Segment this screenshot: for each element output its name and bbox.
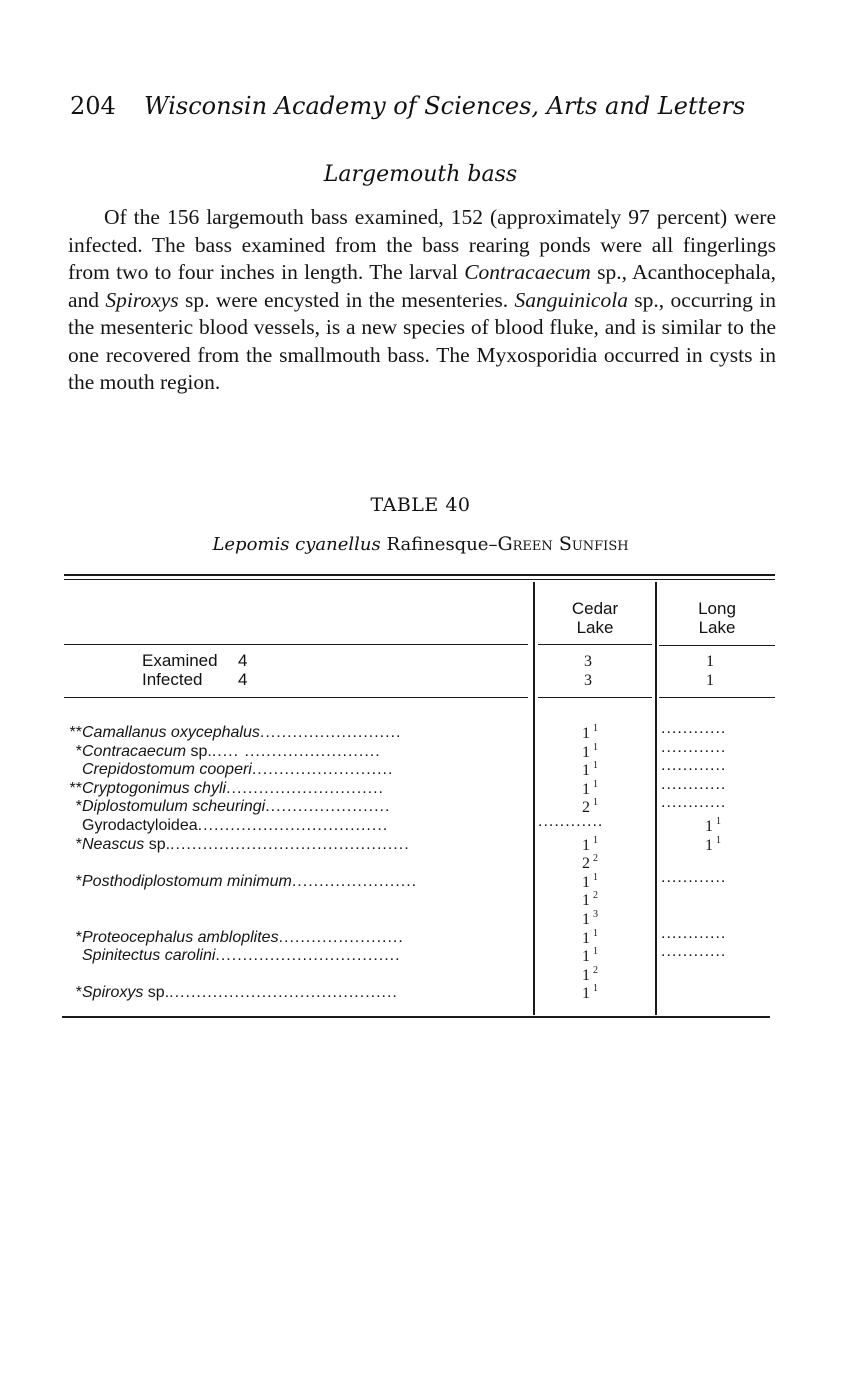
long-lake-value-count: 1 (705, 818, 713, 835)
table-caption: TABLE 40 (370, 494, 471, 516)
table-row (62, 929, 528, 948)
table-top-rule-1 (64, 574, 775, 576)
journal-title: Wisconsin Academy of Sciences, Arts and Letters (144, 92, 746, 120)
cedar-lake-value (582, 892, 598, 910)
species-name: Diplostomulum scheuringi (82, 798, 266, 816)
cedar-lake-value-footnote: 1 (593, 927, 598, 939)
cedar-lake-value (582, 762, 598, 780)
dot-leader: .......................... (259, 724, 402, 741)
column-divider-left (533, 582, 535, 1015)
table-row (62, 743, 528, 762)
table-row (62, 947, 528, 966)
cedar-lake-value-count: 1 (582, 725, 590, 742)
body-paragraph (68, 204, 776, 397)
infected-cedar: 3 (584, 672, 592, 689)
species-authority: Rafinesque (386, 534, 489, 555)
cedar-lake-value-footnote: 1 (593, 723, 598, 734)
long-lake-empty: ............ (661, 868, 727, 886)
examined-total: 4 (238, 651, 248, 670)
column-header-cedar-lake (536, 599, 654, 637)
infected-label (142, 670, 248, 690)
significance-mark: ** (69, 779, 82, 797)
paragraph-segment: sp., occurring in the mesenteric blood vessels, is a new species of blood fluke, and is similar to the one recovered from the smallmouth bass. The Myxosporidia occurred in cysts in the mouth region. (68, 287, 776, 394)
table-row (62, 780, 528, 799)
significance-mark: * (75, 872, 82, 890)
table-subcaption (0, 533, 841, 555)
column-header-cedar-line2: Lake (576, 618, 614, 637)
table-row (62, 817, 528, 836)
species-name: Contracaecum (82, 742, 187, 760)
long-lake-value-count: 1 (705, 836, 713, 854)
column-header-long-line2: Lake (698, 618, 736, 637)
cedar-lake-value-count: 1 (582, 836, 590, 854)
infected-long: 1 (706, 672, 714, 689)
table-row (62, 836, 528, 855)
table-row (62, 984, 528, 1003)
significance-mark: * (75, 835, 82, 853)
column-header-cedar-line1: Cedar (571, 599, 619, 618)
cedar-lake-value-count: 1 (582, 762, 590, 780)
table-top-rule-2 (64, 579, 775, 580)
significance-mark: ** (69, 724, 82, 741)
cedar-lake-value-footnote: 1 (593, 741, 598, 753)
dot-leader: ................................... (197, 817, 389, 834)
cedar-lake-value-footnote: 1 (593, 946, 598, 958)
species-name: Camallanus oxycephalus (82, 724, 260, 741)
infected-total: 4 (238, 670, 248, 689)
examined-cedar: 3 (584, 653, 592, 670)
cedar-lake-value-footnote: 1 (593, 871, 598, 883)
species-name: Spiroxys (82, 984, 144, 1002)
paragraph-segment: sp. were encysted in the mesenteries. (178, 287, 515, 312)
paragraph-segment: sp., Acanthocephala, and (68, 260, 776, 312)
long-lake-value-footnote: 1 (716, 834, 721, 846)
cedar-lake-value (582, 985, 598, 1003)
species-name: Posthodiplostomum minimum (82, 872, 292, 890)
cedar-lake-value-count: 1 (582, 966, 590, 984)
cedar-lake-value-count: 1 (582, 873, 590, 891)
column-header-long-lake (658, 599, 776, 637)
cedar-lake-value (582, 911, 598, 929)
dot-leader: ..... ......................... (211, 742, 381, 760)
long-lake-value-footnote: 1 (716, 816, 721, 827)
paragraph-segment: Spiroxys (105, 287, 179, 312)
species-name: Spinitectus carolini (82, 947, 216, 965)
long-lake-value (705, 818, 721, 836)
cedar-lake-value-footnote: 2 (593, 964, 598, 976)
cedar-lake-value-count: 1 (582, 948, 590, 966)
dot-leader: ....................... (278, 928, 404, 946)
species-name: Crepidostomum cooperi (82, 761, 252, 779)
dot-leader: ....................... (265, 798, 391, 816)
dot-leader: .......................... (251, 761, 394, 779)
examined-label (142, 651, 248, 671)
running-header (70, 92, 790, 120)
species-suffix: sp. (144, 835, 171, 853)
examined-text: Examined (142, 651, 218, 670)
long-lake-empty: ............ (661, 924, 727, 942)
species-latin-name: Lepomis cyanellus (212, 534, 381, 555)
header-rule-mid (538, 644, 652, 645)
paragraph-segment: Contracaecum (464, 260, 591, 284)
species-name: Cryptogonimus chyli (82, 779, 227, 797)
dot-leader: .................................. (215, 947, 401, 965)
cedar-lake-value-count: 1 (582, 985, 590, 1003)
table-row (62, 798, 528, 817)
summary-rule-mid (538, 697, 652, 698)
long-lake-value (705, 834, 721, 855)
dot-leader: .......................................... (169, 984, 398, 1002)
cedar-lake-value-count: 1 (582, 780, 590, 798)
page-number: 204 (70, 92, 116, 120)
cedar-lake-value (582, 855, 598, 873)
table-row (62, 873, 528, 892)
long-lake-empty: ............ (661, 720, 727, 737)
cedar-lake-value-count: 2 (582, 799, 590, 817)
cedar-lake-value-footnote: 1 (593, 760, 598, 772)
cedar-lake-value (582, 834, 598, 855)
summary-rule-right (659, 697, 775, 698)
cedar-lake-value-footnote: 1 (593, 778, 598, 790)
species-suffix: sp. (186, 742, 212, 760)
paragraph-segment: Sanguinicola (514, 287, 628, 312)
species-name: Proteocephalus ambloplites (82, 928, 279, 946)
cedar-lake-value-count: 1 (582, 911, 590, 928)
cedar-lake-empty: ............ (538, 813, 604, 830)
significance-mark: * (75, 742, 82, 760)
cedar-lake-value-count: 1 (582, 929, 590, 947)
table-row (62, 724, 528, 743)
dot-leader: ............................. (226, 779, 384, 797)
section-title: Largemouth bass (323, 162, 518, 187)
cedar-lake-value-count: 1 (582, 743, 590, 761)
cedar-lake-value-footnote: 1 (593, 834, 598, 846)
column-header-long-line1: Long (698, 599, 736, 618)
cedar-lake-value-count: 1 (582, 892, 590, 910)
summary-rule-left (64, 697, 528, 698)
column-divider-right (655, 582, 657, 1015)
table-bottom-rule (62, 1016, 770, 1018)
significance-mark: * (75, 928, 82, 946)
header-rule-right (659, 645, 775, 646)
cedar-lake-value (582, 927, 598, 948)
long-lake-empty: ............ (661, 738, 727, 756)
species-suffix: sp. (143, 984, 170, 1002)
cedar-lake-value-count: 2 (582, 855, 590, 873)
long-lake-empty: ............ (661, 943, 727, 961)
dot-leader: ....................... (291, 872, 418, 890)
dot-leader: ............................................ (170, 835, 410, 853)
cedar-lake-value (582, 725, 598, 743)
species-common-name: Green Sunfish (497, 533, 629, 555)
long-lake-empty: ............ (661, 775, 727, 793)
caption-dash: – (488, 534, 498, 555)
cedar-lake-value (582, 741, 598, 762)
significance-mark: * (75, 798, 82, 816)
significance-mark: * (75, 984, 82, 1002)
table-row (62, 761, 528, 780)
paragraph-segment: Of the 156 largemouth bass examined, 152 (approximately 97 percent) were infected. The bass examined from the bass rearing ponds were all fingerlings from two to four inches in length. The larval (68, 205, 776, 284)
cedar-lake-value-footnote: 1 (593, 797, 598, 809)
species-suffix: Gyrodactyloidea (82, 817, 198, 834)
long-lake-empty: ............ (661, 757, 727, 775)
paragraph-text (68, 204, 776, 397)
examined-long: 1 (706, 653, 714, 670)
infected-text: Infected (142, 670, 203, 689)
long-lake-empty: ............ (661, 794, 727, 812)
header-rule-left (64, 644, 528, 645)
cedar-lake-value-footnote: 2 (593, 853, 598, 865)
cedar-lake-value-footnote: 1 (593, 983, 598, 995)
cedar-lake-value (582, 948, 598, 966)
cedar-lake-value-footnote: 2 (593, 890, 598, 902)
cedar-lake-value-footnote: 3 (593, 909, 598, 920)
species-name: Neascus (82, 835, 145, 853)
